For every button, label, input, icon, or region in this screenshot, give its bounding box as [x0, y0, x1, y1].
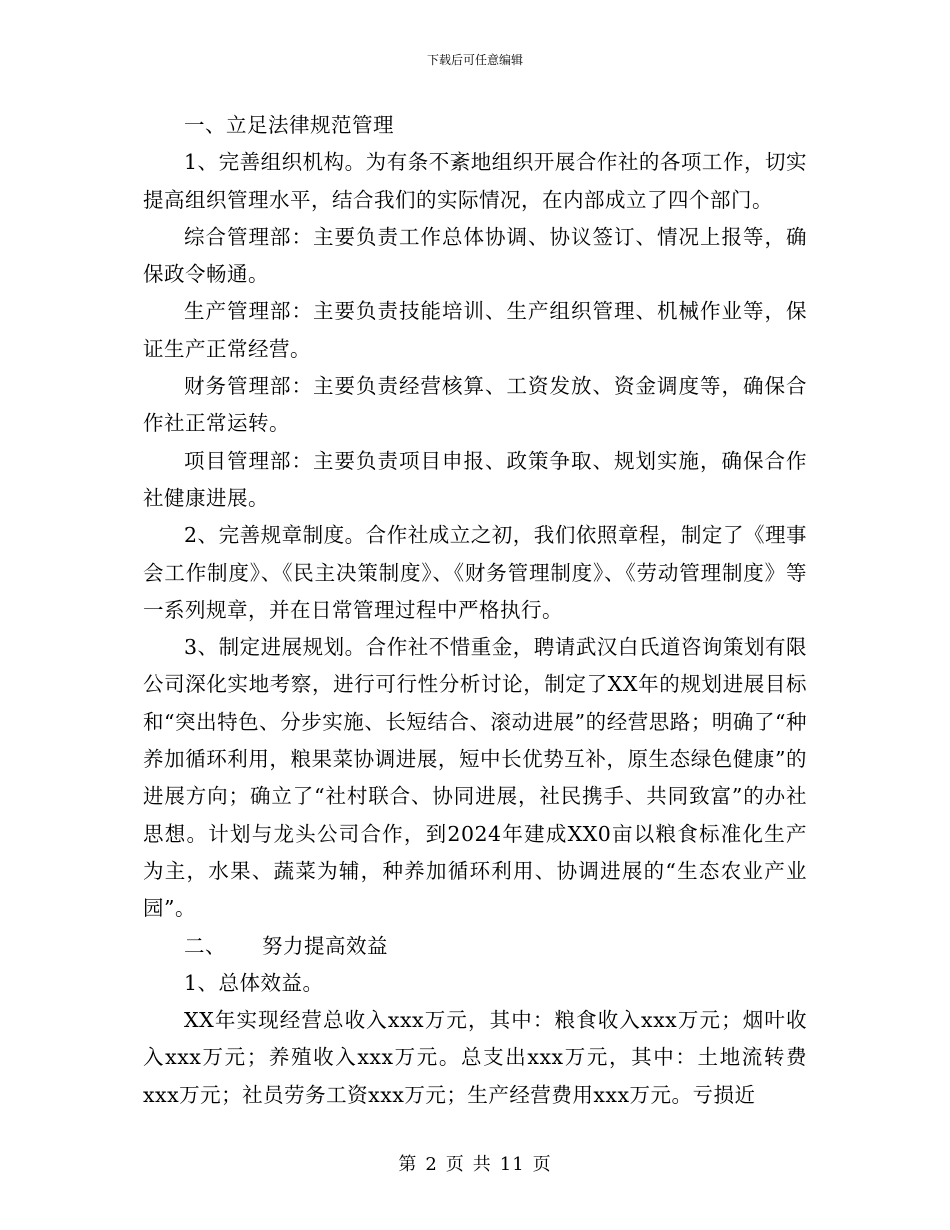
paragraph-income: XX年实现经营总收入xxx万元，其中：粮食收入xxx万元；烟叶收入xxx万元；养殖收入xxx万元。总支出xxx万元，其中：土地流转费xxx万元；社员劳务工资xxx万元；生产经营费用xxx万元。亏损近: [143, 1008, 807, 1107]
footer-suffix: 页: [532, 1154, 552, 1175]
paragraph-project-management: 项目管理部：主要负责项目申报、政策争取、规划实施，确保合作社健康进展。: [143, 448, 807, 510]
paragraph-organization: 1、完善组织机构。为有条不紊地组织开展合作社的各项工作，切实提高组织管理水平，结合我们的实际情况，在内部成立了四个部门。: [143, 150, 807, 212]
section-heading-2-title: 努力提高效益: [262, 933, 388, 958]
footer-page-word: 页: [445, 1154, 465, 1175]
paragraph-rules: 2、完善规章制度。合作社成立之初，我们依照章程，制定了《理事会工作制度》、《民主决策制度》、《财务管理制度》、《劳动管理制度》等一系列规章，并在日常管理过程中严格执行。: [143, 523, 807, 622]
footer-total-word: 共: [472, 1154, 492, 1175]
footer-total-pages: 11: [499, 1154, 525, 1175]
page-header: [0, 52, 950, 68]
document-body: [143, 107, 807, 1114]
header-text: 下载后可任意编辑: [426, 53, 523, 67]
page-footer: [0, 1153, 950, 1177]
footer-prefix: 第: [398, 1154, 418, 1175]
paragraph-planning: 3、制定进展规划。合作社不惜重金，聘请武汉白氏道咨询策划有限公司深化实地考察，进行可行性分析讨论，制定了XX年的规划进展目标和“突出特色、分步实施、长短结合、滚动进展”的经营思路；明确了“种养加循环利用，粮果菜协调进展，短中长优势互补，原生态绿色健康”的进展方向；确立了“社村联合、协同进展，社民携手、共同致富”的办社思想。计划与龙头公司合作，到2024年建成XX0亩以粮食标准化生产为主，水果、蔬菜为辅，种养加循环利用、协调进展的“生态农业产业园”。: [143, 635, 807, 921]
paragraph-general-management: 综合管理部：主要负责工作总体协调、协议签订、情况上报等，确保政令畅通。: [143, 224, 807, 287]
footer-current-page: 2: [425, 1154, 438, 1175]
section-heading-2: [143, 928, 807, 965]
subheading-overall-benefit: 1、总体效益。: [184, 970, 324, 995]
paragraph-finance-management: 财务管理部：主要负责经营核算、工资发放、资金调度等，确保合作社正常运转。: [143, 374, 807, 436]
section-heading-2-number: 二、: [184, 933, 226, 958]
paragraph-production-management: 生产管理部：主要负责技能培训、生产组织管理、机械作业等，保证生产正常经营。: [143, 299, 807, 361]
section-heading-1: 一、立足法律规范管理: [184, 113, 394, 137]
